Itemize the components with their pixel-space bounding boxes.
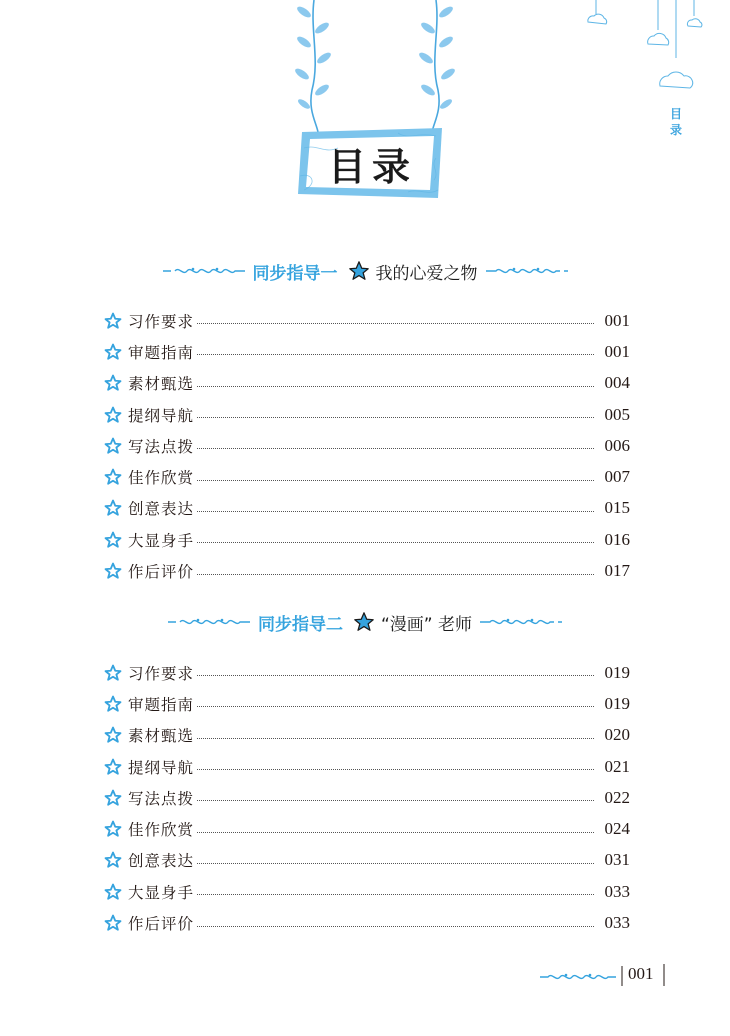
dot-leader <box>197 323 594 324</box>
toc-item-label: 素材甄选 <box>128 375 195 394</box>
toc-item-label: 素材甄选 <box>128 727 195 746</box>
toc-item[interactable] <box>104 657 630 688</box>
toc-page-number: 019 <box>604 662 630 682</box>
page-number: 001 <box>628 964 654 983</box>
toc-item[interactable] <box>104 430 630 461</box>
toc-item[interactable] <box>104 813 630 844</box>
star-outline-icon <box>104 343 122 361</box>
toc-item[interactable] <box>104 845 630 876</box>
toc-item[interactable] <box>104 305 630 336</box>
toc-item-label: 审题指南 <box>128 695 195 714</box>
dot-leader <box>197 448 594 449</box>
toc-page-number: 024 <box>604 819 630 839</box>
toc-item-label: 作后评价 <box>128 915 195 934</box>
section-title: 同步指导二 <box>257 614 343 635</box>
toc-item-label: 提纲导航 <box>128 406 195 425</box>
squiggle-left-icon <box>163 264 245 278</box>
star-outline-icon <box>104 499 122 517</box>
toc-item-label: 写法点拨 <box>128 437 195 456</box>
toc-item[interactable] <box>104 493 630 524</box>
side-tab-char: 目 <box>669 107 682 121</box>
toc-page-number: 004 <box>604 373 630 393</box>
toc-item[interactable] <box>104 368 630 399</box>
toc-page-number: 017 <box>604 561 630 581</box>
star-outline-icon <box>104 820 122 838</box>
dot-leader <box>197 800 594 801</box>
toc-item-label: 大显身手 <box>128 531 195 550</box>
dot-leader <box>197 706 594 707</box>
page-title: 目录 <box>327 144 416 189</box>
section-subtitle: 我的心爱之物 <box>375 263 478 284</box>
vine-decoration-left <box>290 0 340 135</box>
section-header-2 <box>0 608 730 636</box>
toc-item-label: 作后评价 <box>128 563 195 582</box>
star-outline-icon <box>104 312 122 330</box>
star-outline-icon <box>104 664 122 682</box>
squiggle-left-icon <box>168 615 250 629</box>
toc-page-number: 015 <box>604 498 630 518</box>
star-outline-icon <box>104 758 122 776</box>
toc-item[interactable] <box>104 876 630 907</box>
toc-item-label: 创意表达 <box>128 500 195 519</box>
toc-item[interactable] <box>104 720 630 751</box>
dot-leader <box>197 738 594 739</box>
toc-item-label: 佳作欣赏 <box>128 469 195 488</box>
side-tab-char: 录 <box>669 123 682 137</box>
dot-leader <box>197 863 594 864</box>
toc-item-label: 创意表达 <box>128 852 195 871</box>
star-outline-icon <box>104 789 122 807</box>
dot-leader <box>197 511 594 512</box>
toc-page-number: 021 <box>604 756 630 776</box>
toc-page-number: 016 <box>604 529 630 549</box>
toc-page-number: 019 <box>604 693 630 713</box>
toc-page-number: 022 <box>604 787 630 807</box>
dot-leader <box>197 354 594 355</box>
toc-item-label: 习作要求 <box>128 664 195 683</box>
section-subtitle: “漫画” 老师 <box>380 614 473 635</box>
toc-item-label: 大显身手 <box>128 883 195 902</box>
dot-leader <box>197 894 594 895</box>
star-outline-icon <box>104 914 122 932</box>
toc-item[interactable] <box>104 782 630 813</box>
side-tab-label <box>666 106 686 138</box>
toc-item-label: 习作要求 <box>128 312 195 331</box>
toc-list-1 <box>104 305 630 587</box>
toc-page-number: 033 <box>604 913 630 933</box>
toc-item[interactable] <box>104 907 630 938</box>
toc-item-label: 写法点拨 <box>128 789 195 808</box>
toc-list-2 <box>104 657 630 939</box>
dot-leader <box>197 769 594 770</box>
toc-page-number: 006 <box>604 435 630 455</box>
toc-item[interactable] <box>104 461 630 492</box>
star-badge-icon <box>348 260 370 282</box>
title-board <box>298 128 446 198</box>
squiggle-right-icon <box>486 264 568 278</box>
dot-leader <box>197 675 594 676</box>
star-outline-icon <box>104 883 122 901</box>
toc-item[interactable] <box>104 688 630 719</box>
dot-leader <box>197 574 594 575</box>
star-outline-icon <box>104 851 122 869</box>
toc-page-number: 001 <box>604 310 630 330</box>
section-title: 同步指导一 <box>252 263 338 284</box>
dot-leader <box>197 417 594 418</box>
toc-item[interactable] <box>104 336 630 367</box>
toc-page-number: 033 <box>604 881 630 901</box>
toc-page-number: 031 <box>604 850 630 870</box>
toc-item[interactable] <box>104 399 630 430</box>
toc-page-number: 001 <box>604 341 630 361</box>
toc-item[interactable] <box>104 555 630 586</box>
dot-leader <box>197 926 594 927</box>
dot-leader <box>197 386 594 387</box>
toc-item-label: 佳作欣赏 <box>128 821 195 840</box>
toc-item[interactable] <box>104 524 630 555</box>
toc-page-number: 007 <box>604 467 630 487</box>
section-header-1 <box>0 257 730 285</box>
footer-divider <box>662 964 666 986</box>
star-outline-icon <box>104 695 122 713</box>
toc-page-number: 020 <box>604 725 630 745</box>
dot-leader <box>197 480 594 481</box>
toc-page-number: 005 <box>604 404 630 424</box>
toc-item[interactable] <box>104 751 630 782</box>
dot-leader <box>197 542 594 543</box>
toc-item-label: 提纲导航 <box>128 758 195 777</box>
star-badge-icon <box>353 611 375 633</box>
squiggle-right-icon <box>480 615 562 629</box>
squiggle-footer-icon <box>540 964 624 986</box>
toc-item-label: 审题指南 <box>128 343 195 362</box>
star-outline-icon <box>104 726 122 744</box>
vine-decoration-right <box>410 0 460 135</box>
star-outline-icon <box>104 437 122 455</box>
page-footer <box>540 962 670 988</box>
star-outline-icon <box>104 374 122 392</box>
dot-leader <box>197 832 594 833</box>
hanging-clouds-decoration <box>580 0 710 95</box>
star-outline-icon <box>104 406 122 424</box>
star-outline-icon <box>104 562 122 580</box>
star-outline-icon <box>104 531 122 549</box>
star-outline-icon <box>104 468 122 486</box>
